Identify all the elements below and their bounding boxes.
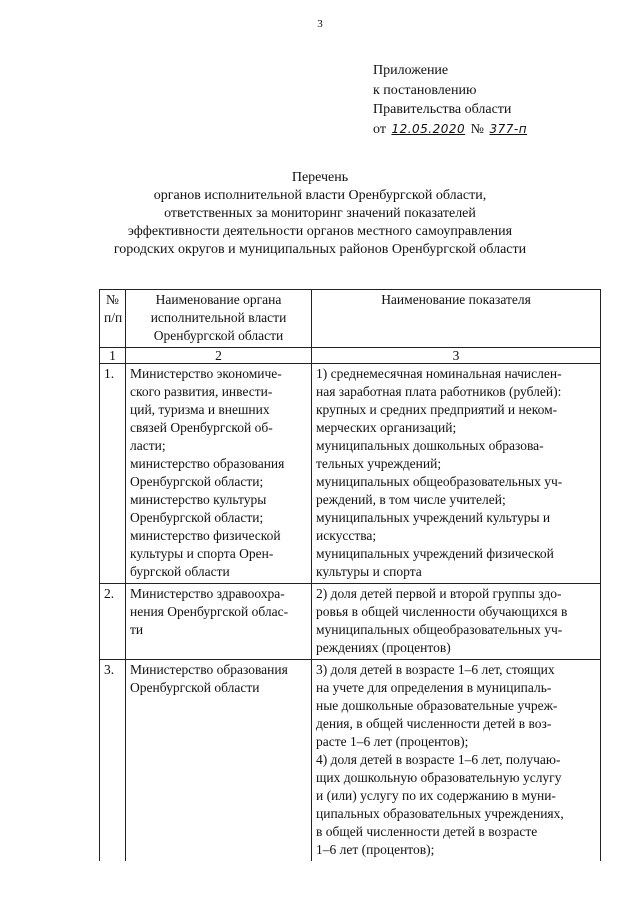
row-indicator (312, 660, 601, 862)
document-title (0, 169, 640, 259)
organ-text-line: ций, туризма и внешних (130, 402, 270, 417)
header-indicator (312, 290, 601, 348)
header-organ-line-1: Наименование органа (155, 292, 282, 307)
indicator-text-line: и (или) услугу по их содержанию в муни- (316, 788, 556, 803)
indicator-text-line: крупных и средних предприятий и неком- (316, 402, 558, 417)
indicator-text-line: 1) среднемесячная номинальная начислен- (316, 366, 562, 381)
appendix-line-3: Правительства области (373, 102, 512, 117)
organ-text-line: министерство культуры (130, 492, 267, 507)
organ-text-line: Оренбургской области; (130, 474, 264, 489)
header-organ (126, 290, 312, 348)
indicator-text-line: на учете для определения в муниципаль- (316, 680, 552, 695)
table-header-row (100, 290, 601, 348)
title-line-4: городских округов и муниципальных районов Оренбургской области (113, 242, 527, 257)
row-organ (126, 584, 312, 660)
indicator-text-line: ная заработная плата работников (рублей): (316, 384, 562, 399)
indicators-table (99, 289, 601, 861)
organ-text-line: Оренбургской области (130, 680, 260, 695)
date-prefix: от (373, 121, 386, 137)
indicator-text-line: муниципальных дошкольных образова- (316, 438, 544, 453)
indicator-text-line: муниципальных общеобразовательных уч- (316, 474, 563, 489)
row-organ (126, 660, 312, 862)
title-heading: Перечень (291, 170, 349, 185)
indicator-text-line: ровья в общей численности обучающихся в (316, 604, 568, 619)
indicator-text-line: муниципальных учреждений культуры и (316, 510, 551, 525)
indicator-text-line: ные дошкольные образовательные учреж- (316, 698, 558, 713)
indicator-text-line: дения, в общей численности детей в воз- (316, 716, 552, 731)
organ-text-line: министерство физической (130, 528, 281, 543)
title-line-3: эффективности деятельности органов местного самоуправления (127, 224, 513, 239)
organ-text-line: Оренбургской области; (130, 510, 264, 525)
indicator-text-line: культуры и спорта (316, 564, 422, 579)
row-number: 2. (100, 584, 126, 660)
row-indicator (312, 364, 601, 584)
indicator-text-line: муниципальных учреждений физической (316, 546, 554, 561)
indicator-text-line: 3) доля детей в возрасте 1–6 лет, стоящих (316, 662, 555, 677)
organ-text-line: ского развития, инвести- (130, 384, 273, 399)
indicator-text-line: 4) доля детей в возрасте 1–6 лет, получаю- (316, 752, 561, 767)
indicator-text-line: ципальных образовательных учреждениях, (316, 806, 564, 821)
indicator-text-line: расте 1–6 лет (процентов); (316, 734, 469, 749)
organ-text-line: Министерство образования (130, 662, 288, 677)
indicator-text-line: 2) доля детей первой и второй группы здо- (316, 586, 562, 601)
organ-text-line: ти (130, 622, 144, 637)
organ-text-line: нения Оренбургской облас- (130, 604, 289, 619)
organ-text-line: культуры и спорта Орен- (130, 546, 274, 561)
table-row (100, 584, 601, 660)
date-value: 12.05.2020 (391, 121, 466, 136)
page-number: 3 (317, 18, 323, 30)
indicator-text-line: реждений, в том числе учителей; (316, 492, 506, 507)
indicator-text-line: в общей численности детей в возрасте (316, 824, 538, 839)
header-number-line-1: № (106, 292, 119, 307)
indicator-text-line: 1–6 лет (процентов); (316, 842, 435, 857)
indicator-text-line: мерческих организаций; (316, 420, 457, 435)
indicator-text-line: щих дошкольную образовательную услугу (316, 770, 562, 785)
appendix-date-line (373, 120, 529, 140)
appendix-header (373, 61, 529, 139)
column-index-1: 1 (100, 348, 126, 364)
row-number: 1. (100, 364, 126, 584)
organ-text-line: ласти; (130, 438, 166, 453)
title-line-1: органов исполнительной власти Оренбургской области, (153, 188, 487, 203)
indicator-text-line: реждениях (процентов) (316, 640, 451, 655)
table-row (100, 364, 601, 584)
organ-text-line: бургской области (130, 564, 230, 579)
indicator-text-line: искусства; (316, 528, 377, 543)
row-organ (126, 364, 312, 584)
table-body (100, 364, 601, 862)
header-number (100, 290, 126, 348)
organ-text-line: связей Оренбургской об- (130, 420, 273, 435)
indicator-text-line: муниципальных общеобразовательных уч- (316, 622, 563, 637)
organ-text-line: Министерство экономиче- (130, 366, 282, 381)
column-index-3: 3 (312, 348, 601, 364)
header-organ-line-2: исполнительной власти (150, 310, 287, 325)
column-index-row (100, 348, 601, 364)
number-value: 377-п (489, 121, 528, 136)
row-indicator (312, 584, 601, 660)
number-prefix: № (470, 121, 485, 137)
table-row (100, 660, 601, 862)
column-index-2: 2 (126, 348, 312, 364)
appendix-line-1: Приложение (373, 63, 449, 78)
indicator-text-line: тельных учреждений; (316, 456, 442, 471)
appendix-line-2: к постановлению (373, 82, 477, 98)
organ-text-line: министерство образования (130, 456, 285, 471)
header-indicator-text: Наименование показателя (381, 292, 531, 307)
organ-text-line: Министерство здравоохра- (130, 586, 285, 601)
title-line-2: ответственных за мониторинг значений показателей (164, 206, 476, 221)
header-number-line-2: п/п (104, 310, 123, 325)
header-organ-line-3: Оренбургской области (153, 328, 284, 343)
row-number: 3. (100, 660, 126, 862)
